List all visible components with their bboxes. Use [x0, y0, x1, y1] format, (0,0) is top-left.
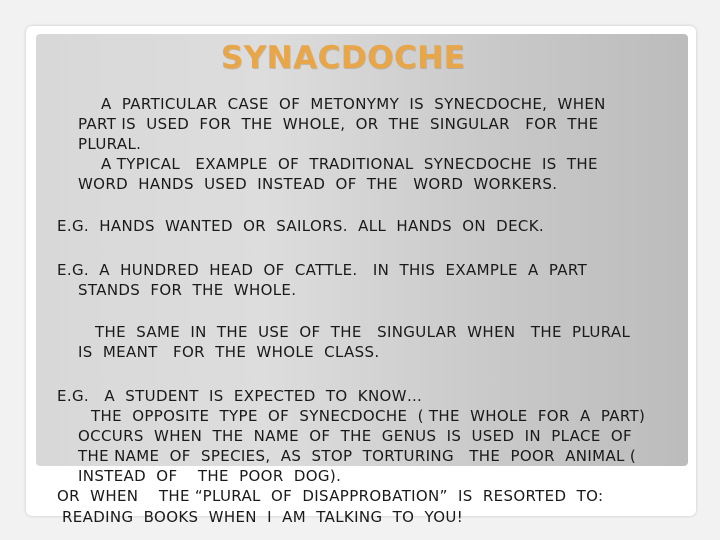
body-line-9: THE SAME IN THE USE OF THE SINGULAR WHEN THE PLURAL [95, 323, 631, 341]
body-line-3: PLURAL. [78, 135, 142, 153]
body-line-2: PART IS USED FOR THE WHOLE, OR THE SINGULAR FOR THE [78, 115, 599, 133]
body-line-11: E.G. A STUDENT IS EXPECTED TO KNOW… [57, 387, 423, 405]
body-line-13: OCCURS WHEN THE NAME OF THE GENUS IS USED IN PLACE OF [78, 427, 633, 445]
body-line-5: WORD HANDS USED INSTEAD OF THE WORD WORKERS. [78, 175, 558, 193]
body-line-4: A TYPICAL EXAMPLE OF TRADITIONAL SYNECDOCHE IS THE [101, 155, 598, 173]
body-line-17: READING BOOKS WHEN I AM TALKING TO YOU! [62, 508, 464, 526]
body-line-14: THE NAME OF SPECIES, AS STOP TORTURING THE POOR ANIMAL ( [78, 447, 637, 465]
body-line-6: E.G. HANDS WANTED OR SAILORS. ALL HANDS ON DECK. [57, 217, 545, 235]
body-line-1: A PARTICULAR CASE OF METONYMY IS SYNECDOCHE, WHEN [101, 95, 606, 113]
body-line-15: INSTEAD OF THE POOR DOG). [78, 467, 342, 485]
body-line-16: OR WHEN THE “PLURAL OF DISAPPROBATION” IS RESORTED TO: [57, 487, 604, 505]
body-line-7: E.G. A HUNDRED HEAD OF CATTLE. IN THIS EXAMPLE A PART [57, 261, 588, 279]
body-line-10: IS MEANT FOR THE WHOLE CLASS. [78, 343, 380, 361]
body-line-8: STANDS FOR THE WHOLE. [78, 281, 297, 299]
slide-title: SYNACDOCHE [220, 40, 466, 76]
body-line-12: THE OPPOSITE TYPE OF SYNECDOCHE ( THE WHOLE FOR A PART) [91, 407, 646, 425]
